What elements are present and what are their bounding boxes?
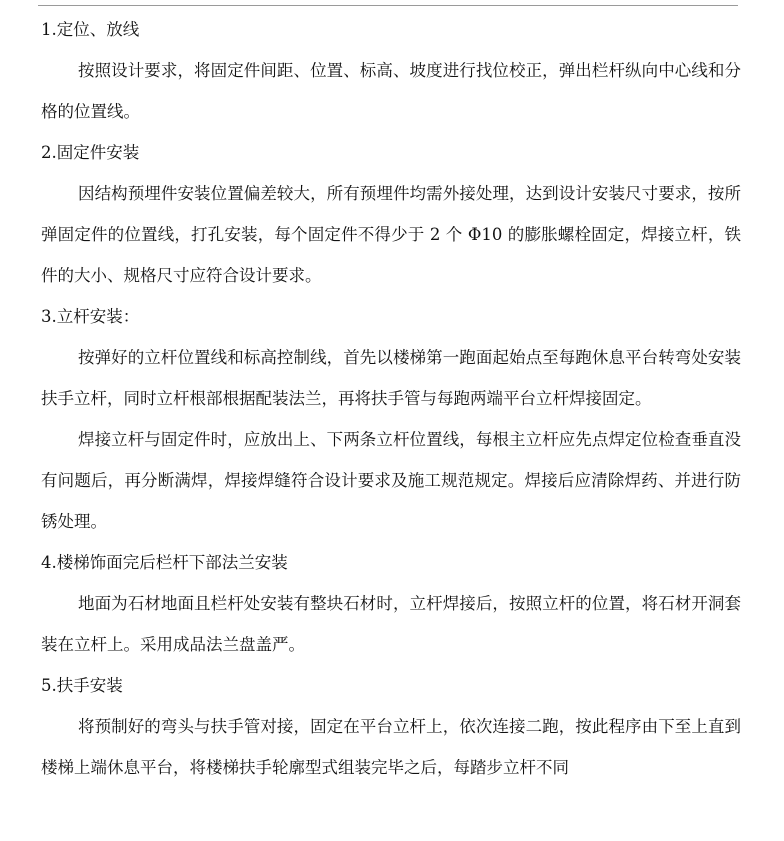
paragraph: 按照设计要求，将固定件间距、位置、标高、坡度进行找位校正，弹出栏杆纵向中心线和分格的位置线。: [41, 61, 741, 121]
section-post-installation: [41, 296, 741, 542]
section-fixing-parts: [41, 132, 741, 296]
top-divider: [38, 5, 738, 6]
paragraph: 地面为石材地面且栏杆处安装有整块石材时，立杆焊接后，按照立杆的位置，将石材开洞套装在立杆上。采用成品法兰盘盖严。: [41, 594, 741, 654]
paragraph: 焊接立杆与固定件时，应放出上、下两条立杆位置线，每根主立杆应先点焊定位检查垂直没有问题后，再分断满焊，焊接焊缝符合设计要求及施工规范规定。焊接后应清除焊药、并进行防锈处理。: [41, 430, 741, 531]
document-body: [41, 9, 741, 788]
section-heading: 3.立杆安装：: [41, 307, 140, 326]
section-heading: 2.固定件安装: [41, 143, 140, 162]
section-flange-installation: [41, 542, 741, 665]
section-handrail-installation: [41, 665, 741, 788]
section-heading: 4.楼梯饰面完后栏杆下部法兰安装: [41, 553, 288, 572]
paragraph: 将预制好的弯头与扶手管对接，固定在平台立杆上，依次连接二跑，按此程序由下至上直到楼梯上端休息平台，将楼梯扶手轮廓型式组装完毕之后，每踏步立杆不同: [41, 717, 741, 777]
section-heading: 5.扶手安装: [41, 676, 123, 695]
paragraph: 按弹好的立杆位置线和标高控制线，首先以楼梯第一跑面起始点至每跑休息平台转弯处安装扶手立杆，同时立杆根部根据配装法兰，再将扶手管与每跑两端平台立杆焊接固定。: [41, 348, 741, 408]
paragraph: 因结构预埋件安装位置偏差较大，所有预埋件均需外接处理，达到设计安装尺寸要求，按所弹固定件的位置线，打孔安装，每个固定件不得少于 2 个 Φ10 的膨胀螺栓固定，焊接立杆，铁件的大小、规格尺寸应符合设计要求。: [41, 184, 741, 285]
section-heading: 1.定位、放线: [41, 20, 140, 39]
section-positioning: [41, 9, 741, 132]
